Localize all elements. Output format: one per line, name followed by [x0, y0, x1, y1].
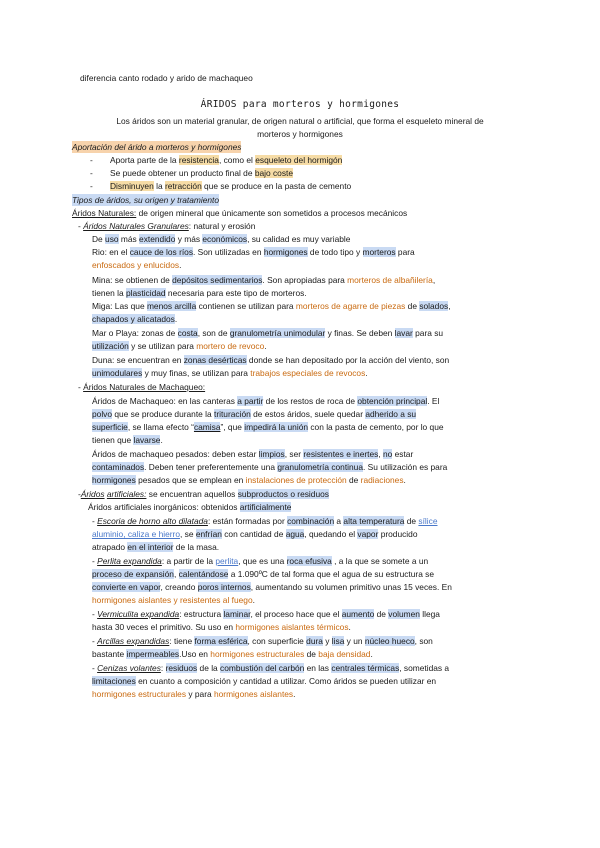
orange-text: trabajos especiales de revocos — [250, 368, 366, 378]
text: de la masa. — [173, 542, 220, 552]
text: para su — [412, 328, 444, 338]
line-cenizas-1 — [92, 662, 449, 674]
text: con la pasta de cemento, por lo que — [308, 422, 444, 432]
text: de — [374, 609, 389, 619]
highlight: económicos — [202, 234, 248, 244]
text: y se utilizan para — [128, 341, 197, 351]
line-arcillas-1 — [92, 635, 433, 647]
text: se encuentran aquellos — [146, 489, 238, 499]
text: en cuanto a composición y cantidad a utilizar. Como áridos se pueden utilizar en — [135, 676, 437, 686]
highlight: impermeables — [126, 649, 180, 659]
highlight: laminar — [223, 609, 251, 619]
text: Áridos artificiales inorgánicos: obtenidos — [88, 502, 240, 512]
highlight: plasticidad — [126, 288, 166, 298]
text: contienen se utilizan para — [196, 301, 296, 311]
line-artificiales — [78, 488, 329, 500]
text: bastante — [92, 649, 127, 659]
highlight: hormigones — [263, 247, 308, 257]
line-perlita-1 — [92, 555, 428, 567]
orange-text: morteros de albañilería — [347, 275, 433, 285]
text: Mina: se obtienen de — [92, 275, 173, 285]
highlight: centrales térmicas — [331, 663, 400, 673]
bullet-dash: - — [90, 168, 93, 178]
page-title: ÁRIDOS para morteros y hormigones — [200, 99, 400, 110]
highlight: lisa — [331, 636, 345, 646]
highlight: granulometría continua — [277, 462, 363, 472]
text: a — [334, 516, 344, 526]
line-escoria-2 — [92, 528, 418, 540]
text: de — [404, 516, 419, 526]
text: - — [78, 489, 81, 499]
term: Áridos — [80, 489, 105, 499]
text: . Su utilización es para — [363, 462, 448, 472]
highlight: limpios — [258, 449, 285, 459]
line-inorganicos — [88, 501, 291, 513]
line-machaqueo-heading — [78, 381, 205, 393]
line-machaqueo-1 — [92, 395, 439, 407]
term: Cenizas volantes — [97, 663, 161, 673]
text: , quedando el — [304, 529, 358, 539]
highlight: agua — [285, 529, 305, 539]
highlight: esqueleto del hormigón — [255, 155, 343, 165]
highlight: núcleo hueco — [364, 636, 415, 646]
highlight: alta temperatura — [343, 516, 405, 526]
section-heading-tipos: Tipos de áridos, su origen y tratamiento — [72, 195, 220, 205]
orange-text: hormigones estructurales — [210, 649, 305, 659]
text: : — [160, 663, 166, 673]
line-mina-2 — [92, 287, 307, 299]
link-text[interactable]: sílice — [418, 516, 438, 526]
text: . — [160, 435, 163, 445]
highlight: poros internos — [197, 582, 251, 592]
text: de — [304, 649, 319, 659]
text: , como el — [218, 155, 256, 165]
highlight: roca efusiva — [286, 556, 332, 566]
text: - — [78, 221, 84, 231]
text: que se produce durante la — [112, 409, 214, 419]
text: . — [365, 368, 368, 378]
bullet-retraccion — [90, 180, 351, 192]
term: Vermiculita expandida — [97, 609, 180, 619]
highlight: extendido — [139, 234, 176, 244]
text: llega — [419, 609, 440, 619]
text: y — [322, 636, 332, 646]
text: Miga: Las que — [92, 301, 147, 311]
highlight: dura — [306, 636, 323, 646]
text: que se produce en la pasta de cemento — [201, 181, 352, 191]
text: producido — [378, 529, 418, 539]
orange-text: baja densidad — [318, 649, 371, 659]
text: de la — [197, 663, 221, 673]
text: , — [173, 569, 179, 579]
term: Áridos Naturales de Machaqueo: — [83, 382, 206, 392]
highlight: en el interior — [127, 542, 174, 552]
text: , a la que se somete a un — [331, 556, 429, 566]
line-escoria-1 — [92, 515, 438, 527]
orange-text: mortero de revoco — [196, 341, 265, 351]
line-escoria-3 — [92, 541, 219, 553]
text: . — [264, 341, 267, 351]
text: necesaria para este tipo de morteros. — [165, 288, 307, 298]
highlight: superficie — [92, 422, 128, 432]
text: . — [174, 314, 178, 324]
highlight: contaminados — [92, 462, 145, 472]
highlight: limitaciones — [92, 676, 136, 686]
line-perlita-2 — [92, 568, 434, 580]
text: : a partir de la — [161, 556, 216, 566]
highlight: no — [382, 449, 393, 459]
text: para — [395, 247, 415, 257]
highlight: unimodulares — [92, 368, 143, 378]
text: , aumentando su volumen primitivo unas 15 veces. En — [250, 582, 452, 592]
text: . — [403, 475, 406, 485]
text: . Deben tener preferentemente una — [144, 462, 278, 472]
highlight: resistencia — [178, 155, 219, 165]
highlight: residuos — [165, 663, 198, 673]
text: Rio: en el — [92, 247, 130, 257]
highlight: menos arcilla — [146, 301, 197, 311]
line-mar-1 — [92, 327, 443, 339]
line-machaqueo-3 — [92, 421, 444, 433]
text: de — [346, 475, 361, 485]
line-pesados-1 — [92, 448, 413, 460]
line-machaqueo-4 — [92, 434, 163, 446]
text: - — [92, 663, 98, 673]
text: Áridos de machaqueo pesados: deben estar — [92, 449, 259, 459]
highlight: lavarse — [133, 435, 161, 445]
text: , que es una — [238, 556, 287, 566]
text: . — [348, 622, 351, 632]
text: , son — [414, 636, 433, 646]
orange-text: hormigones estructurales — [92, 689, 187, 699]
orange-text: morteros de agarre de piezas — [295, 301, 406, 311]
text: tienen que — [92, 435, 134, 445]
text: y más — [175, 234, 203, 244]
text: Duna: se encuentran en — [92, 355, 184, 365]
highlight: calentándose — [178, 569, 229, 579]
text: : tiene — [169, 636, 195, 646]
highlight: costa — [177, 328, 198, 338]
orange-text: instalaciones de protección — [245, 475, 347, 485]
highlight: subproductos o residuos — [237, 489, 329, 499]
highlight: vapor — [357, 529, 379, 539]
line-vermiculita-2 — [92, 621, 351, 633]
highlight: Disminuyen — [110, 181, 154, 191]
line-vermiculita-1 — [92, 608, 440, 620]
orange-text: radiaciones — [360, 475, 404, 485]
text: con cantidad de — [221, 529, 286, 539]
highlight: retracción — [164, 181, 202, 191]
line-cenizas-2 — [92, 675, 436, 687]
orange-text: hormigones aislantes térmicos — [235, 622, 349, 632]
text: . El — [427, 396, 440, 406]
intro-line-1: Los áridos son un material granular, de origen natural o artificial, que forma el esqueleto mineral de — [116, 116, 484, 126]
text: Aporta parte de la — [110, 155, 179, 165]
highlight: aumento — [341, 609, 375, 619]
text: Mar o Playa: zonas de — [92, 328, 178, 338]
text: Se puede obtener un producto final de — [110, 168, 255, 178]
text: : natural y erosión — [188, 221, 256, 231]
highlight: depósitos sedimentarios — [172, 275, 263, 285]
text: , creando — [160, 582, 198, 592]
highlight: solados — [419, 301, 449, 311]
highlight: camisa — [193, 422, 221, 432]
line-duna-1 — [92, 354, 449, 366]
text: y muy finas, se utilizan para — [142, 368, 251, 378]
text: y un — [344, 636, 365, 646]
text: . Son apropiadas para — [262, 275, 348, 285]
text: más — [118, 234, 140, 244]
bullet-resistencia — [90, 154, 342, 166]
line-pesados-3 — [92, 474, 406, 486]
bullet-dash: - — [90, 155, 93, 165]
text: atrapado — [92, 542, 128, 552]
line-aridos-naturales — [72, 207, 407, 219]
highlight: enfrían — [195, 529, 222, 539]
text: . — [179, 260, 182, 270]
text: y finas. Se deben — [325, 328, 395, 338]
term: artificiales: — [106, 489, 147, 499]
term: Escoria de horno alto dilatada — [97, 516, 208, 526]
line-uso — [92, 233, 350, 245]
term: Áridos Naturales: — [72, 208, 137, 218]
highlight: combustión del carbón — [220, 663, 305, 673]
term: Áridos Naturales Granulares — [83, 221, 189, 231]
highlight: convierte en vapor — [92, 582, 161, 592]
highlight: a partir — [237, 396, 264, 406]
orange-text: enfoscados y enlucidos — [92, 260, 180, 270]
highlight: polvo — [92, 409, 113, 419]
text: donde se han depositado por la acción del viento, son — [246, 355, 450, 365]
line-rio-2 — [92, 259, 181, 271]
text: , su calidad es muy variable — [247, 234, 351, 244]
text: - — [92, 609, 98, 619]
line-mina-1 — [92, 274, 435, 286]
text: , sometidas a — [399, 663, 450, 673]
text: de origen mineral que únicamente son sometidos a procesos mecánicos — [136, 208, 408, 218]
text: en las — [304, 663, 332, 673]
line-pesados-2 — [92, 461, 447, 473]
highlight: lavar — [394, 328, 413, 338]
highlight: granulometría unimodular — [229, 328, 326, 338]
text: ”, que — [220, 422, 245, 432]
section-heading-aportacion: Aportación del árido a morteros y hormigones — [72, 142, 242, 152]
text: , — [378, 449, 383, 459]
highlight: resistentes e inertes — [303, 449, 379, 459]
intro-line-2: morteros y hormigones — [257, 129, 343, 139]
orange-text: hormigones aislantes y resistentes al fuego — [92, 595, 253, 605]
highlight: bajo coste — [254, 168, 293, 178]
bullet-dash: - — [90, 181, 93, 191]
bullet-bajo-coste — [90, 167, 293, 179]
highlight: trituración — [214, 409, 251, 419]
highlight: uso — [105, 234, 119, 244]
highlight: cauce de los ríos — [129, 247, 194, 257]
highlight: zonas desérticas — [183, 355, 247, 365]
line-miga-2 — [92, 313, 177, 325]
term: Arcillas expandidas — [97, 636, 170, 646]
highlight: combinación — [287, 516, 335, 526]
text: . — [370, 649, 373, 659]
line-rio-1 — [92, 246, 415, 258]
text: , con superficie — [247, 636, 307, 646]
text: , — [448, 301, 451, 311]
text: hasta 30 veces el primitivo. Su uso en — [92, 622, 236, 632]
text: , el proceso hace que el — [250, 609, 342, 619]
term: Perlita expandida — [97, 556, 162, 566]
text: , son de — [197, 328, 230, 338]
text: de todo tipo y — [307, 247, 363, 257]
highlight: chapados y alicatados — [92, 314, 175, 324]
highlight: morteros — [362, 247, 396, 257]
orange-text: hormigones aislantes — [213, 689, 294, 699]
text: , se llama efecto “ — [127, 422, 194, 432]
highlight: obtención principal — [357, 396, 428, 406]
text: - — [92, 556, 98, 566]
line-perlita-3 — [92, 581, 452, 593]
line-duna-2 — [92, 367, 368, 379]
highlight: adherido a su — [365, 409, 417, 419]
text: : estructura — [179, 609, 224, 619]
text: , — [432, 275, 436, 285]
highlight: volumen — [388, 609, 420, 619]
highlight: forma esférica — [194, 636, 248, 646]
link-text[interactable]: aluminio, caliza e hierro — [92, 529, 180, 539]
line-perlita-4 — [92, 594, 255, 606]
text: , se — [179, 529, 196, 539]
text: - — [78, 382, 84, 392]
text: : están formadas por — [207, 516, 288, 526]
line-miga-1 — [92, 300, 451, 312]
text: - — [92, 636, 98, 646]
text: de los restos de roca de — [263, 396, 358, 406]
line-cenizas-3 — [92, 688, 295, 700]
line-arcillas-2 — [92, 648, 373, 660]
text: a 1.090ºC de tal forma que el agua de su estructura se — [228, 569, 435, 579]
text: y para — [186, 689, 214, 699]
highlight: impedirá la unión — [244, 422, 309, 432]
line-machaqueo-2 — [92, 408, 416, 420]
highlight: utilización — [92, 341, 129, 351]
top-note: diferencia canto rodado y arido de machaqueo — [80, 73, 253, 83]
highlight: hormigones — [92, 475, 136, 485]
line-mar-2 — [92, 340, 267, 352]
text: Áridos de Machaqueo: en las canteras — [92, 396, 238, 406]
link-text[interactable]: perlita — [215, 556, 239, 566]
line-granulares — [78, 220, 255, 232]
text: estar — [392, 449, 414, 459]
text: . Son utilizadas en — [193, 247, 264, 257]
highlight: artificialmente — [239, 502, 292, 512]
text: .Uso en — [179, 649, 211, 659]
text: De — [92, 234, 106, 244]
text: la — [153, 181, 165, 191]
text: tienen la — [92, 288, 126, 298]
text: - — [92, 516, 98, 526]
text: pesados que se emplean en — [135, 475, 246, 485]
text: , ser — [284, 449, 304, 459]
highlight: proceso de expansión — [92, 569, 174, 579]
text: . — [293, 689, 296, 699]
text: . — [252, 595, 255, 605]
text: de estos áridos, suele quedar — [250, 409, 366, 419]
text: de — [405, 301, 420, 311]
